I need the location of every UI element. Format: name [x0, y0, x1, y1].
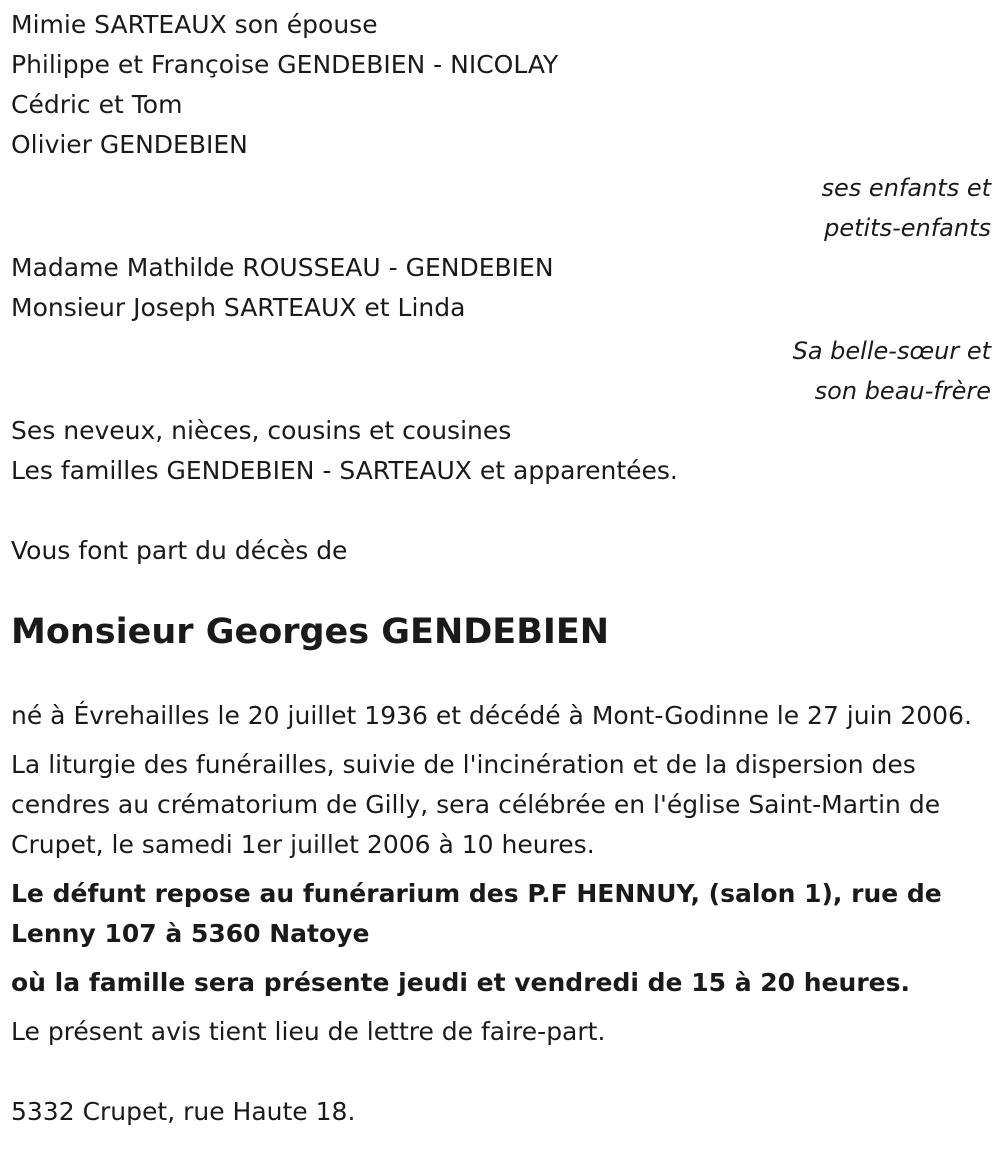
liturgy-details: La liturgie des funérailles, suivie de l'incinération et de la dispersion des cendres au crématorium de Gilly, sera célébrée en l'église Saint-Martin de Crupet, le samedi 1er juillet 2006 à 10 heures.: [11, 750, 941, 859]
family-line-son: Olivier GENDEBIEN: [11, 130, 248, 159]
announcement-text: Vous font part du décès de: [11, 536, 348, 565]
relation-note-inlaws: [11, 331, 991, 411]
family-presence-details: où la famille sera présente jeudi et vendredi de 15 à 20 heures.: [11, 968, 910, 997]
relation-note-line: petits-enfants: [824, 214, 991, 242]
relation-note-line: son beau-frère: [814, 377, 991, 405]
family-line-brother: Monsieur Joseph SARTEAUX et Linda: [11, 293, 466, 322]
family-line-families: Les familles GENDEBIEN - SARTEAUX et apparentées.: [11, 456, 678, 485]
family-line-relatives: Ses neveux, nièces, cousins et cousines: [11, 416, 512, 445]
family-line-grandchildren: Cédric et Tom: [11, 90, 183, 119]
address: 5332 Crupet, rue Haute 18.: [11, 1097, 356, 1126]
obituary-notice: [11, 5, 991, 1132]
family-group-spouse-children: [11, 5, 991, 165]
family-group-extended: [11, 411, 991, 491]
family-line-children: Philippe et Françoise GENDEBIEN - NICOLAY: [11, 50, 559, 79]
family-line-spouse: Mimie SARTEAUX son épouse: [11, 10, 378, 39]
relation-note-line: Sa belle-sœur et: [792, 337, 991, 365]
relation-note-children: [11, 168, 991, 248]
notice-text: Le présent avis tient lieu de lettre de faire-part.: [11, 1017, 606, 1046]
relation-note-line: ses enfants et: [821, 174, 991, 202]
deceased-name: Monsieur Georges GENDEBIEN: [11, 612, 610, 652]
birth-death-details: né à Évrehailles le 20 juillet 1936 et décédé à Mont-Godinne le 27 juin 2006.: [11, 701, 972, 730]
funeral-home-details: Le défunt repose au funérarium des P.F HENNUY, (salon 1), rue de Lenny 107 à 5360 Natoye: [11, 879, 942, 948]
family-line-sister: Madame Mathilde ROUSSEAU - GENDEBIEN: [11, 253, 554, 282]
family-group-siblings: [11, 248, 991, 328]
